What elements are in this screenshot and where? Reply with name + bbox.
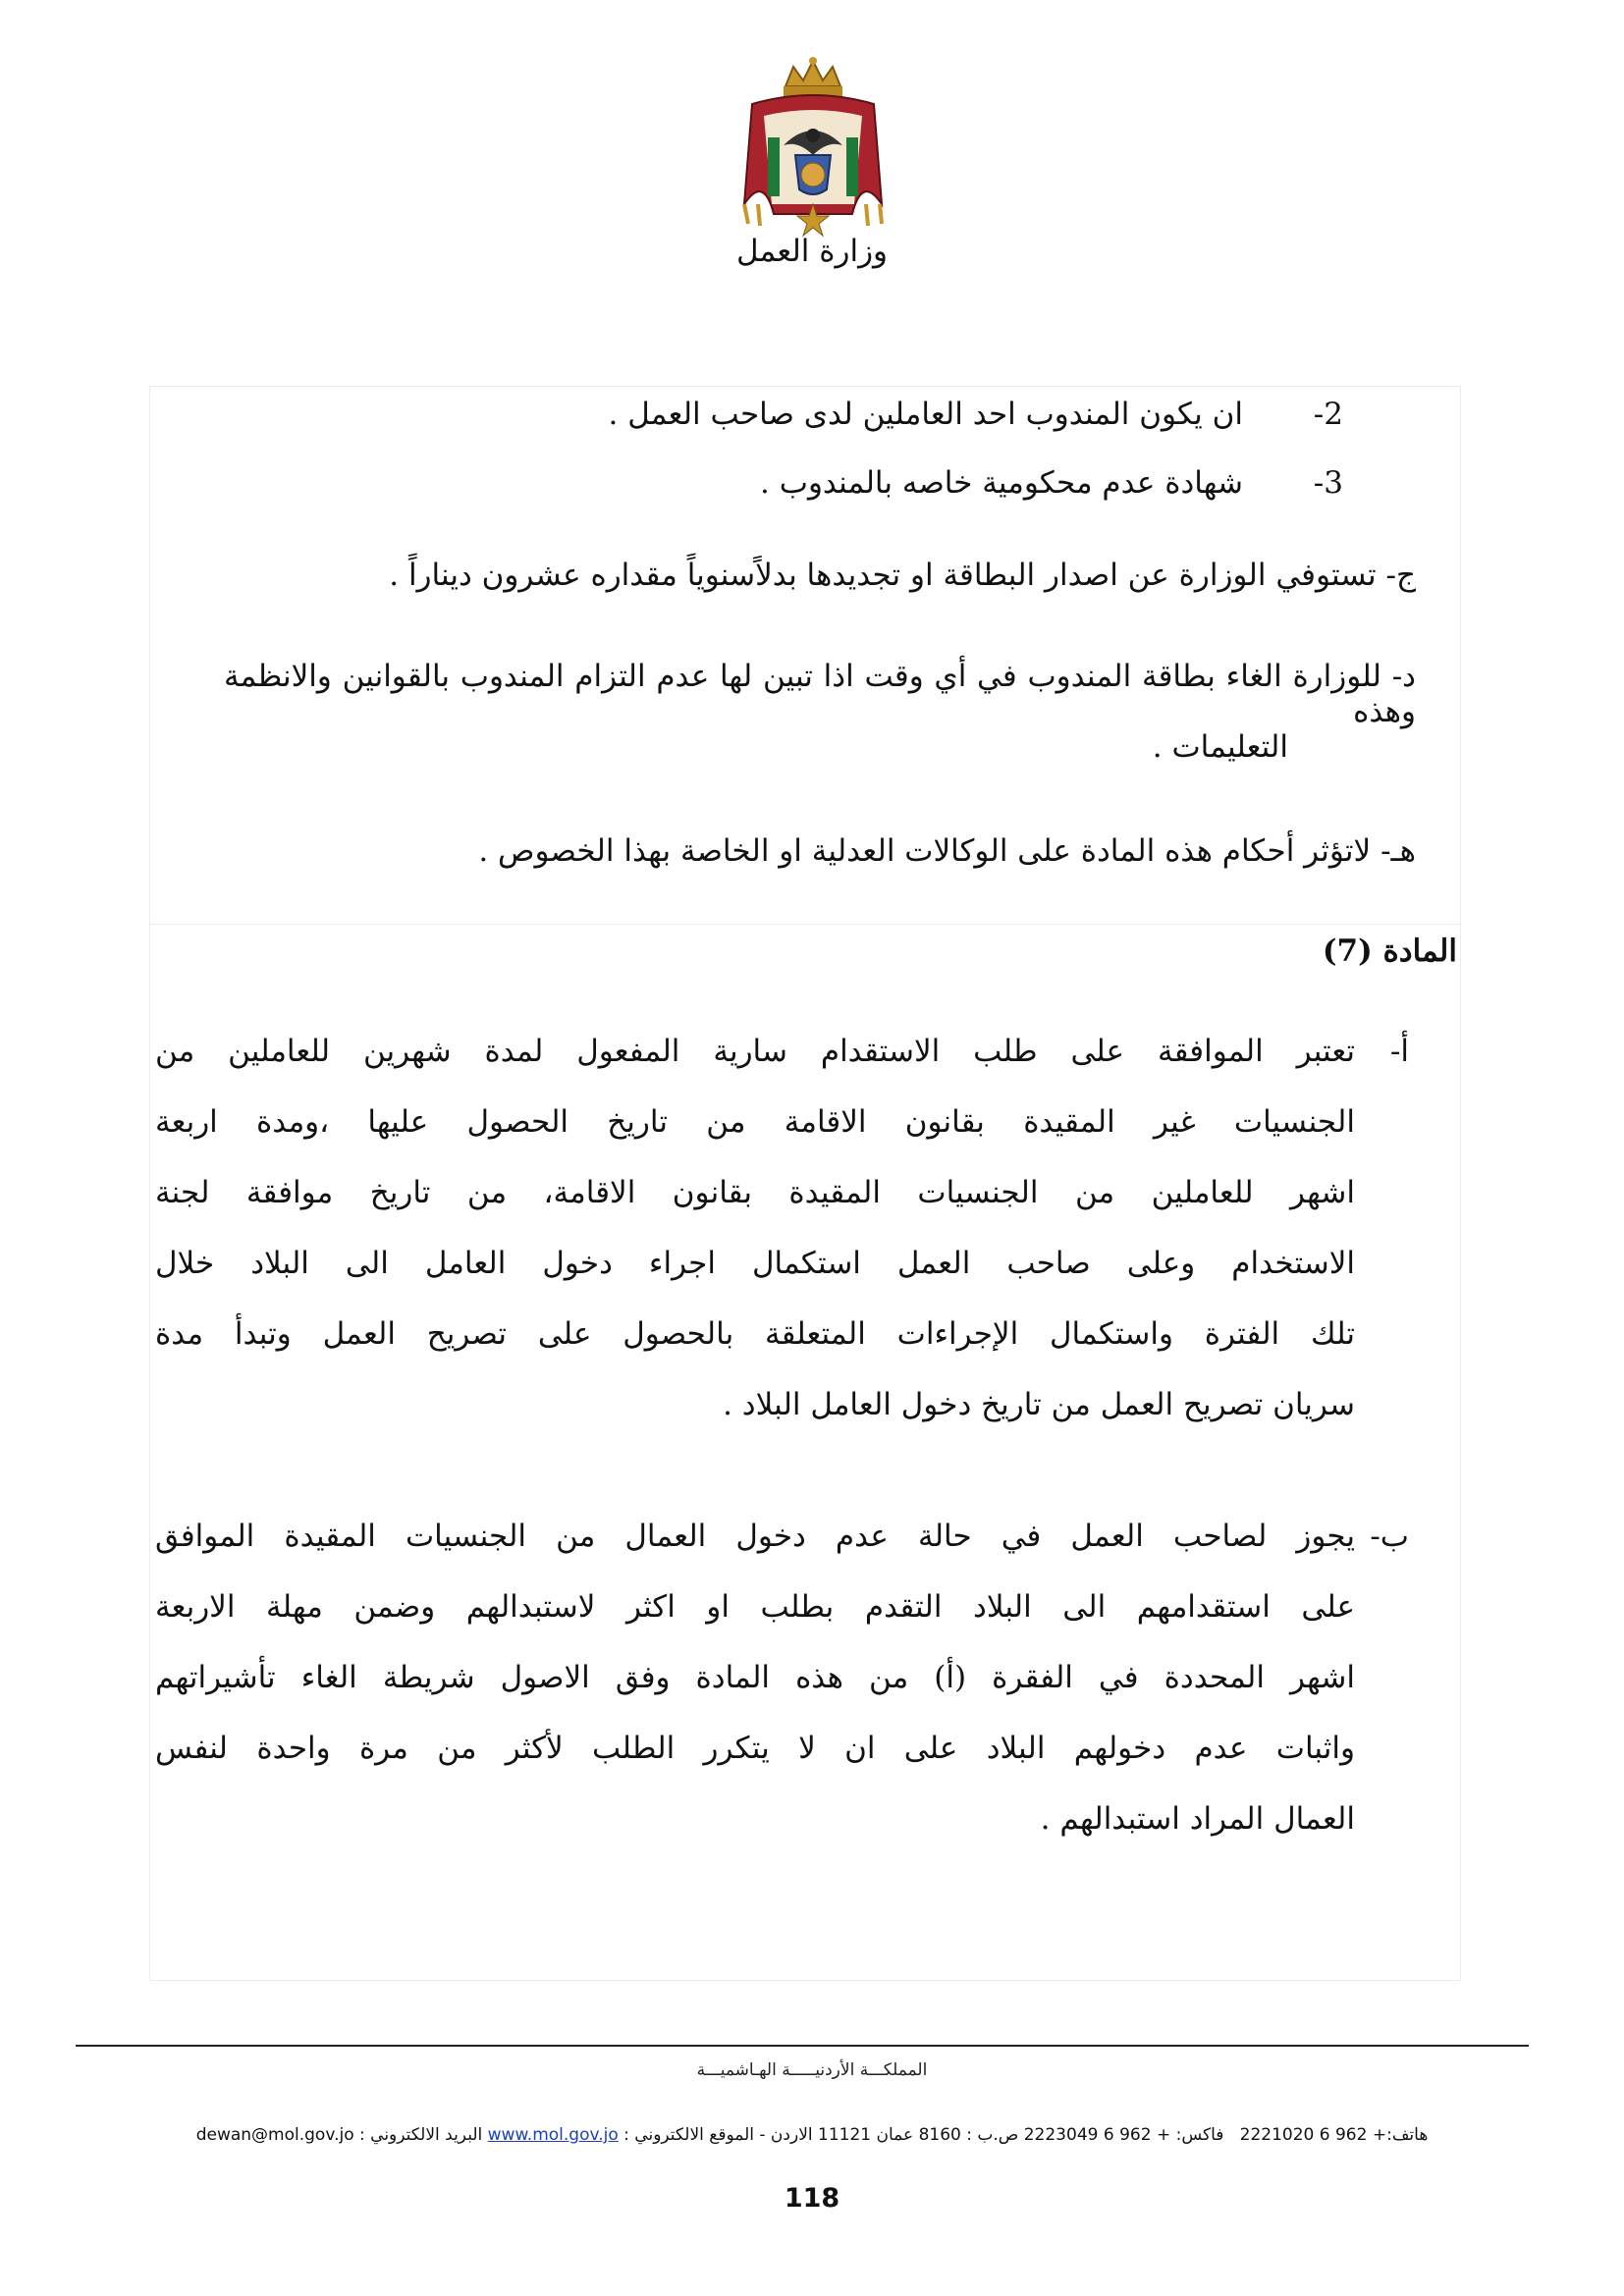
- footer-website-link[interactable]: www.mol.gov.jo: [487, 2125, 619, 2145]
- footer-phone: هاتف:+ 962 6 2221020: [1239, 2125, 1429, 2145]
- item-text: ان يكون المندوب احد العاملين لدى صاحب العمل .: [608, 397, 1243, 432]
- paragraph-h: هـ- لاتؤثر أحكام هذه المادة على الوكالات العدلية او الخاصة بهذا الخصوص .: [478, 833, 1416, 869]
- clause-a-marker: أ-: [1389, 1034, 1409, 1069]
- footer-contact: [98, 2125, 1526, 2145]
- footer-kingdom: المملكـــة الأردنيـــــة الهـاشميـــة: [696, 2060, 928, 2080]
- footer-email[interactable]: dewan@mol.gov.jo: [195, 2125, 354, 2145]
- footer-divider: [76, 2045, 1529, 2047]
- article-title: المادة (7): [1322, 934, 1457, 969]
- page-number: 118: [784, 2183, 840, 2214]
- ministry-name: وزارة العمل: [735, 234, 889, 269]
- clause-b-line: يجوز لصاحب العمل في حالة عدم دخول العمال من الجنسيات المقيدة الموافق: [155, 1519, 1355, 1554]
- footer-email-label: البريد الالكتروني :: [359, 2125, 483, 2145]
- clause-b-line: اشهر المحددة في الفقرة (أ) من هذه المادة وفق الاصول شريطة الغاء تأشيراتهم: [155, 1660, 1355, 1695]
- footer-pobox: ص.ب : 8160 عمان 11121 الاردن - الموقع الالكتروني :: [623, 2125, 1019, 2145]
- clause-b-marker: ب-: [1370, 1519, 1409, 1554]
- emblem-icon: [725, 57, 901, 243]
- clause-b-line: واثبات عدم دخولهم البلاد على ان لا يتكرر الطلب لأكثر من مرة واحدة لنفس: [155, 1731, 1355, 1766]
- item-marker: 2-: [1313, 397, 1343, 432]
- clause-a-line: تلك الفترة واستكمال الإجراءات المتعلقة بالحصول على تصريح العمل وتبدأ مدة: [155, 1316, 1355, 1352]
- clause-a-line: تعتبر الموافقة على طلب الاستقدام سارية المفعول لمدة شهرين للعاملين من: [155, 1034, 1355, 1069]
- item-text: شهادة عدم محكومية خاصه بالمندوب .: [760, 465, 1243, 501]
- footer-fax: فاكس: + 962 6 2223049: [1023, 2125, 1224, 2145]
- clause-b-line: على استقدامهم الى البلاد التقدم بطلب او اكثر لاستبدالهم وضمن مهلة الاربعة: [155, 1589, 1355, 1625]
- clause-a-line: الاستخدام وعلى صاحب العمل استكمال اجراء دخول العامل الى البلاد خلال: [155, 1246, 1355, 1281]
- clause-a-line: الجنسيات غير المقيدة بقانون الاقامة من تاريخ الحصول عليها ،ومدة اربعة: [155, 1104, 1355, 1140]
- paragraph-d-continued: التعليمات .: [1152, 729, 1288, 765]
- clause-b-line: العمال المراد استبدالهم .: [1040, 1801, 1355, 1837]
- item-marker: 3-: [1313, 465, 1343, 501]
- clause-a-line: اشهر للعاملين من الجنسيات المقيدة بقانون الاقامة، من تاريخ موافقة لجنة: [155, 1175, 1355, 1210]
- clause-a-line: سريان تصريح العمل من تاريخ دخول العامل البلاد .: [723, 1387, 1355, 1422]
- paragraph-j: ج- تستوفي الوزارة عن اصدار البطاقة او تجديدها بدلاًسنوياً مقداره عشرون ديناراً .: [389, 558, 1416, 593]
- paragraph-d: د- للوزارة الغاء بطاقة المندوب في أي وقت اذا تبين لها عدم التزام المندوب بالقوانين والانظمة وهذه: [224, 659, 1416, 729]
